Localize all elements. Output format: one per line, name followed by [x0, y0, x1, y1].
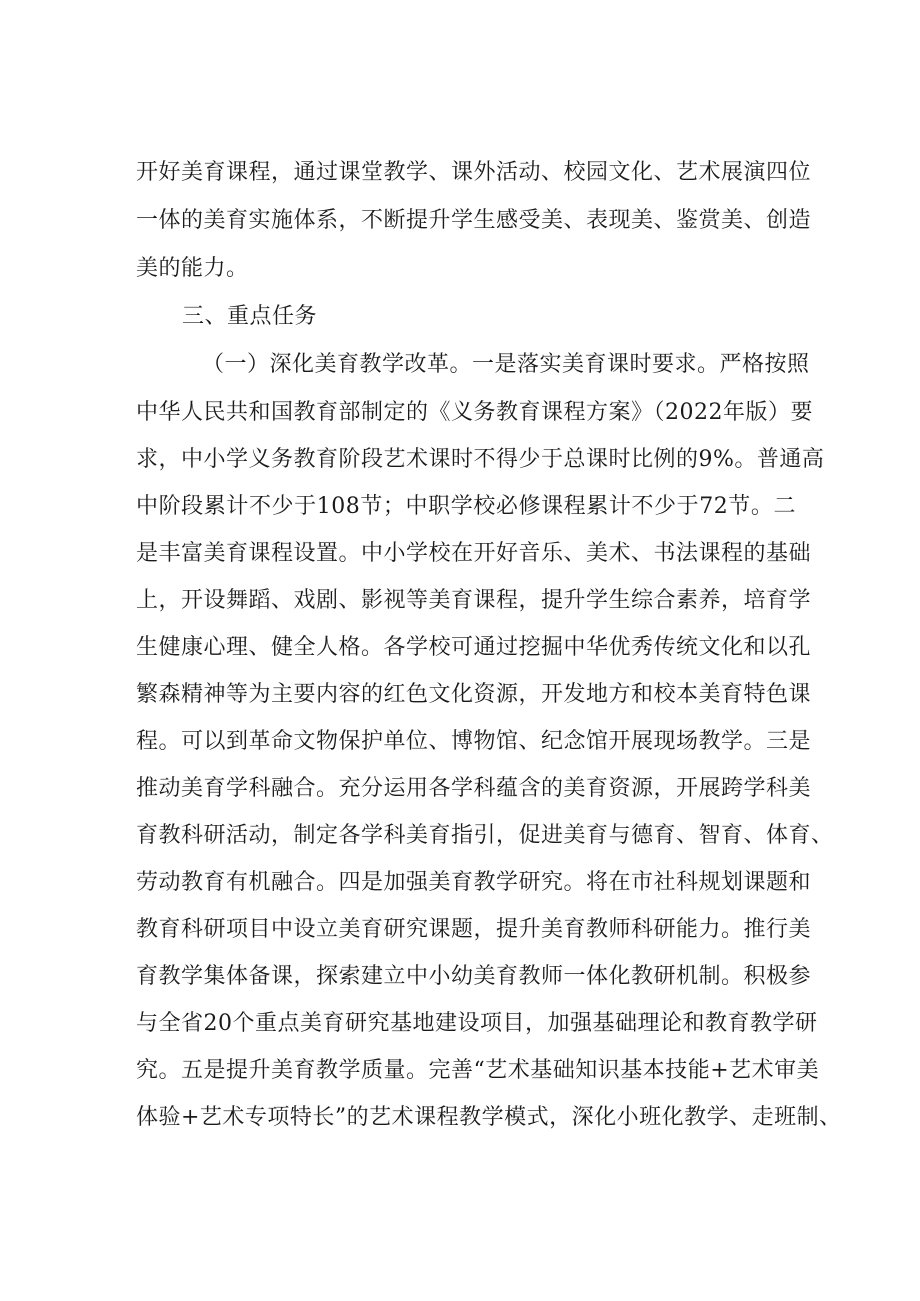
paragraph-line: 生健康心理、健全人格。各学校可通过挖掘中华优秀传统文化和以孔 — [136, 635, 812, 660]
paragraph-line: 推动美育学科融合。充分运用各学科蕴含的美育资源，开展跨学科美 — [136, 776, 812, 801]
paragraph-line: 繁森精神等为主要内容的红色文化资源，开发地方和校本美育特色课 — [136, 682, 812, 707]
paragraph-line: 是丰富美育课程设置。中小学校在开好音乐、美术、书法课程的基础 — [136, 541, 812, 566]
paragraph-line: 育教学集体备课，探索建立中小幼美育教师一体化教研机制。积极参 — [136, 964, 812, 989]
paragraph-line: 劳动教育有机融合。四是加强美育教学研究。将在市社科规划课题和 — [136, 870, 812, 895]
paragraph-line: 与全省20个重点美育研究基地建设项目，加强基础理论和教育教学研 — [136, 1011, 818, 1036]
paragraph-line: 上，开设舞蹈、戏剧、影视等美育课程，提升学生综合素养，培育学 — [136, 588, 812, 613]
paragraph-line: 中华人民共和国教育部制定的《义务教育课程方案》（2022年版）要 — [136, 400, 813, 425]
paragraph-line: 求，中小学义务教育阶段艺术课时不得少于总课时比例的9%。普通高 — [136, 447, 825, 472]
paragraph-line: 育教科研活动，制定各学科美育指引，促进美育与德育、智育、体育、 — [136, 823, 834, 848]
paragraph-line: 中阶段累计不少于108节；中职学校必修课程累计不少于72节。二 — [136, 494, 796, 519]
paragraph-line: 程。可以到革命文物保护单位、博物馆、纪念馆开展现场教学。三是 — [136, 729, 812, 754]
paragraph-line: 美的能力。 — [136, 256, 249, 281]
paragraph-line: 究。五是提升美育教学质量。完善“艺术基础知识基本技能+艺术审美 — [136, 1058, 820, 1083]
section-heading: 三、重点任务 — [182, 304, 318, 329]
paragraph-line: 教育科研项目中设立美育研究课题，提升美育教师科研能力。推行美 — [136, 917, 812, 942]
paragraph-line: 一体的美育实施体系，不断提升学生感受美、表现美、鉴赏美、创造 — [136, 208, 812, 233]
paragraph-line: 开好美育课程，通过课堂教学、课外活动、校园文化、艺术展演四位 — [136, 160, 812, 185]
paragraph-line: 体验+艺术专项特长”的艺术课程教学模式，深化小班化教学、走班制、 — [136, 1105, 842, 1130]
paragraph-line: （一）深化美育教学改革。一是落实美育课时要求。严格按照 — [202, 352, 810, 377]
